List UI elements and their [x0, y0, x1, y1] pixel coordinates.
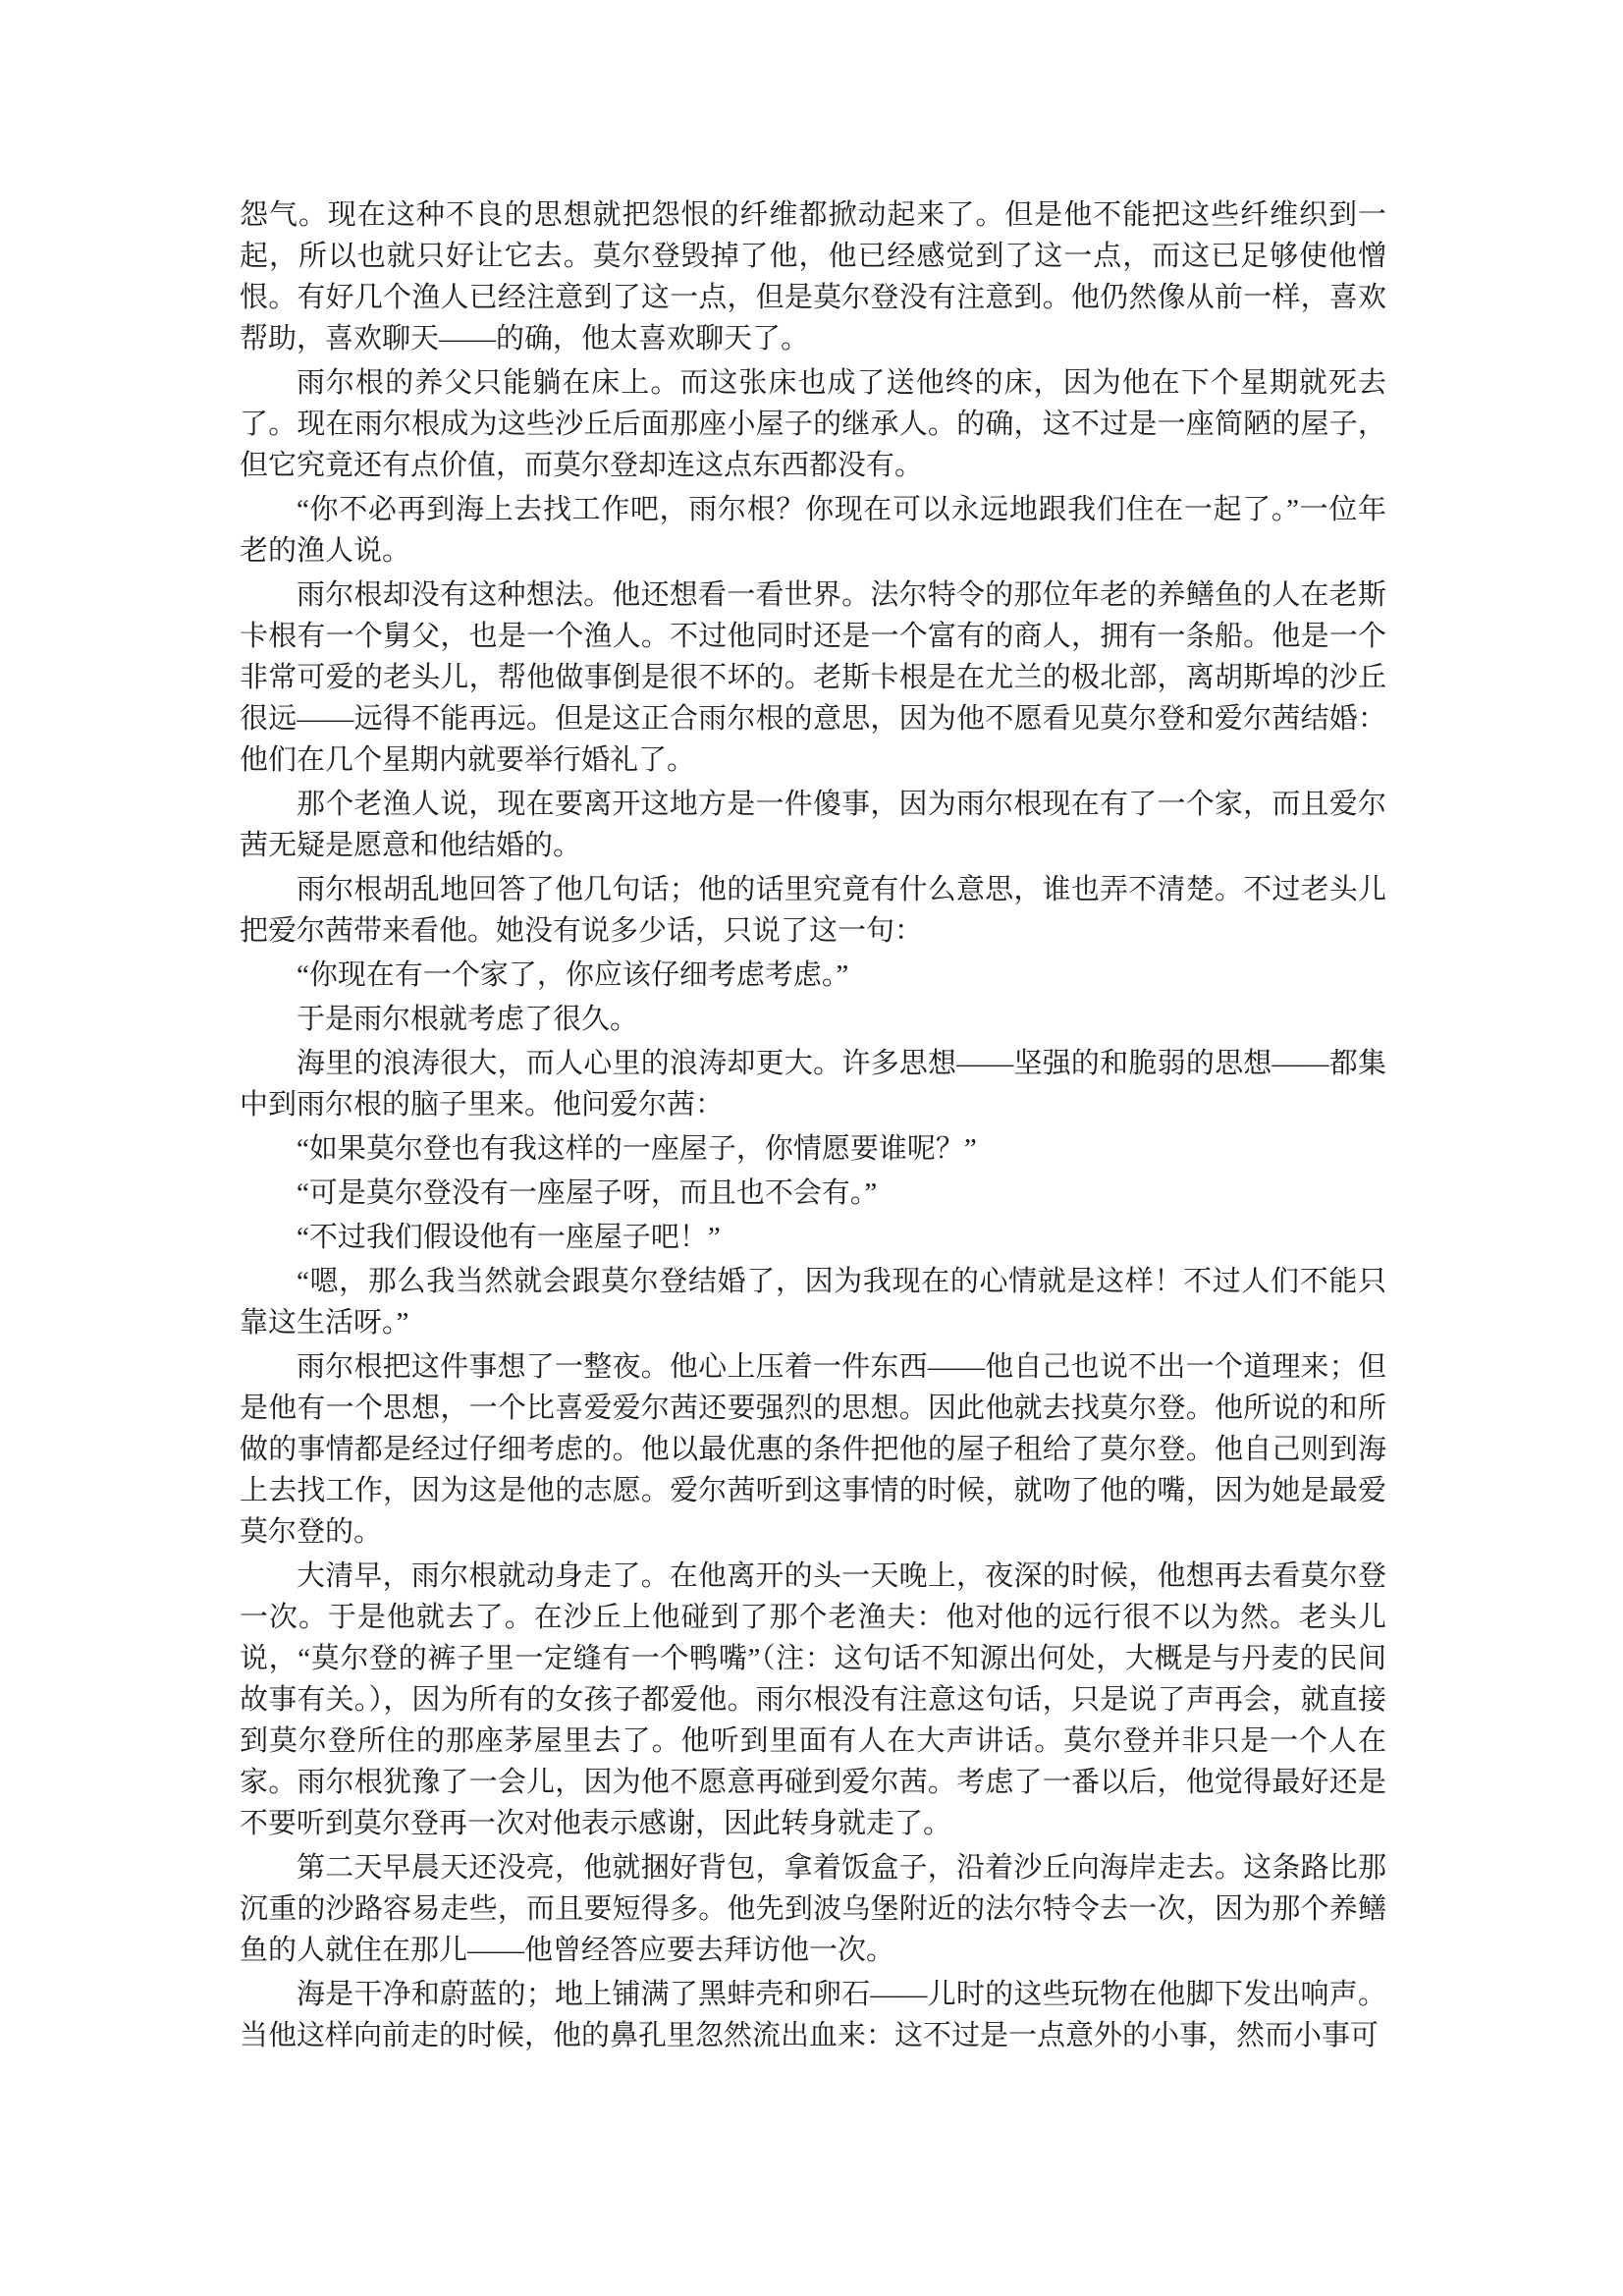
paragraph: 第二天早晨天还没亮，他就捆好背包，拿着饭盒子，沿着沙丘向海岸走去。这条路比那沉重的沙路容易走些，而且要短得多。他先到波乌堡附近的法尔特令去一次，因为那个养鳝鱼的人就住在那儿——他曾经答应要去拜访他一次。: [240, 1852, 1386, 1966]
paragraph-dialogue: “如果莫尔登也有我这样的一座屋子，你情愿要谁呢？”: [297, 1133, 977, 1165]
paragraph: 于是雨尔根就考虑了很久。: [297, 1004, 639, 1035]
paragraph-dialogue: “你现在有一个家了，你应该仔细考虑考虑。”: [297, 959, 849, 991]
paragraph: 大清早，雨尔根就动身走了。在他离开的头一天晚上，夜深的时候，他想再去看莫尔登一次。于是他就去了。在沙丘上他碰到了那个老渔夫：他对他的远行很不以为然。老头儿说，“莫尔登的裤子里一定缝有一个鸭嘴”（注：这句话不知源出何处，大概是与丹麦的民间故事有关。），因为所有的女孩子都爱他。雨尔根没有注意这句话，只是说了声再会，就直接到莫尔登所住的那座茅屋里去了。他听到里面有人在大声讲话。莫尔登并非只是一个人在家。雨尔根犹豫了一会儿，因为他不愿意再碰到爱尔茜。考虑了一番以后，他觉得最好还是不要听到莫尔登再一次对他表示感谢，因此转身就走了。: [240, 1560, 1386, 1839]
paragraph: 怨气。现在这种不良的思想就把怨恨的纤维都掀动起来了。但是他不能把这些纤维织到一起，所以也就只好让它去。莫尔登毁掉了他，他已经感觉到了这一点，而这已足够使他憎恨。有好几个渔人已经注意到了这一点，但是莫尔登没有注意到。他仍然像从前一样，喜欢帮助，喜欢聊天——的确，他太喜欢聊天了。: [240, 199, 1386, 355]
paragraph: 雨尔根把这件事想了一整夜。他心上压着一件东西——他自己也说不出一个道理来；但是他有一个思想，一个比喜爱爱尔茜还要强烈的思想。因此他就去找莫尔登。他所说的和所做的事情都是经过仔细考虑的。他以最优惠的条件把他的屋子租给了莫尔登。他自己则到海上去找工作，因为这是他的志愿。爱尔茜听到这事情的时候，就吻了他的嘴，因为她是最爱莫尔登的。: [240, 1351, 1386, 1548]
paragraph: 雨尔根却没有这种想法。他还想看一看世界。法尔特令的那位年老的养鳝鱼的人在老斯卡根有一个舅父，也是一个渔人。不过他同时还是一个富有的商人，拥有一条船。他是一个非常可爱的老头儿，帮他做事倒是很不坏的。老斯卡根是在尤兰的极北部，离胡斯埠的沙丘很远——远得不能再远。但是这正合雨尔根的意思，因为他不愿看见莫尔登和爱尔茜结婚：他们在几个星期内就要举行婚礼了。: [240, 579, 1386, 776]
paragraph: 雨尔根胡乱地回答了他几句话；他的话里究竟有什么意思，谁也弄不清楚。不过老头儿把爱尔茜带来看他。她没有说多少话，只说了这一句：: [240, 874, 1386, 947]
text-block: [240, 194, 1386, 2059]
paragraph: 雨尔根的养父只能躺在床上。而这张床也成了送他终的床，因为他在下个星期就死去了。现在雨尔根成为这些沙丘后面那座小屋子的继承人。的确，这不过是一座简陋的屋子，但它究竟还有点价值，而莫尔登却连这点东西都没有。: [240, 367, 1386, 481]
paragraph-dialogue: “嗯，那么我当然就会跟莫尔登结婚了，因为我现在的心情就是这样！不过人们不能只靠这生活呀。”: [240, 1266, 1386, 1339]
paragraph: 海是干净和蔚蓝的；地上铺满了黑蚌壳和卵石——儿时的这些玩物在他脚下发出响声。当他这样向前走的时候，他的鼻孔里忽然流出血来：这不过是一点意外的小事，然而小事可: [240, 1979, 1386, 2051]
paragraph: 那个老渔人说，现在要离开这地方是一件傻事，因为雨尔根现在有了一个家，而且爱尔茜无疑是愿意和他结婚的。: [240, 789, 1386, 861]
paragraph: 海里的浪涛很大，而人心里的浪涛却更大。许多思想——坚强的和脆弱的思想——都集中到雨尔根的脑子里来。他问爱尔茜：: [240, 1048, 1386, 1121]
paragraph-dialogue: “不过我们假设他有一座屋子吧！”: [297, 1222, 721, 1253]
paragraph-dialogue: “你不必再到海上去找工作吧，雨尔根？你现在可以永远地跟我们住在一起了。”一位年老的渔人说。: [240, 494, 1386, 567]
paragraph-dialogue: “可是莫尔登没有一座屋子呀，而且也不会有。”: [297, 1177, 878, 1209]
